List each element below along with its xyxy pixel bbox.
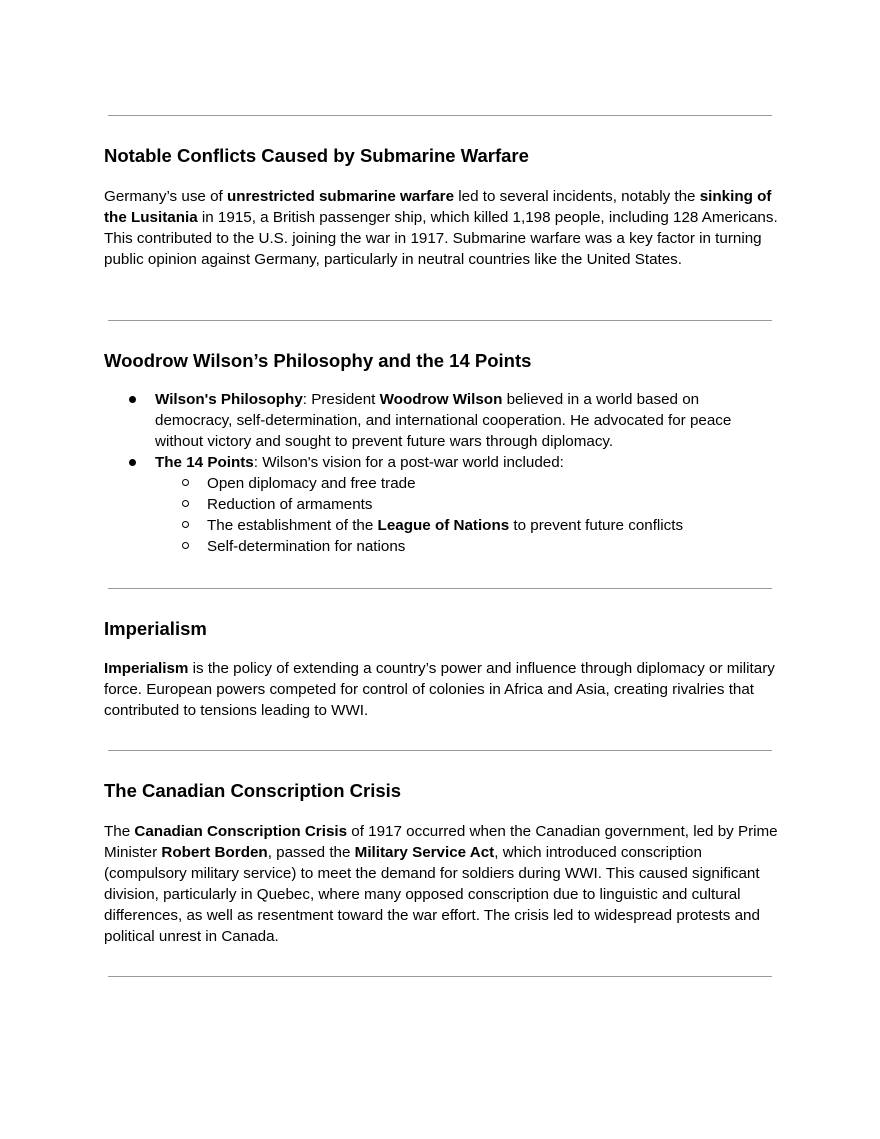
bullet-icon <box>129 396 136 403</box>
paragraph-submarine-warfare <box>104 186 780 270</box>
sub-list-item <box>155 515 780 536</box>
bullet-list-wilson <box>104 389 780 557</box>
text-run: is the policy of extending a country’s power and influence through diplomacy or military force. European powers competed for control of colonies in Africa and Asia, creating rivalries that contributed to tensions leading to WWI. <box>104 660 775 719</box>
text-run: in 1915, a British passenger ship, which killed 1,198 people, including 128 Americans. This contributed to the U.S. joining the war in 1917. Submarine warfare was a key factor in turning public opinion against Germany, particularly in neutral countries like the United States. <box>104 209 778 268</box>
text-run: The <box>104 823 135 840</box>
hollow-bullet-icon <box>182 500 189 507</box>
section-heading-wilson: Woodrow Wilson’s Philosophy and the 14 Points <box>104 350 532 371</box>
text-run: led to several incidents, notably the <box>454 188 700 205</box>
text-run: to prevent future conflicts <box>509 517 684 534</box>
text-run: Germany’s use of <box>104 188 227 205</box>
bold-term: unrestricted submarine warfare <box>226 188 455 205</box>
section-heading-submarine-warfare: Notable Conflicts Caused by Submarine Warfare <box>104 145 529 166</box>
bold-term: sinking of the Lusitania <box>104 188 772 226</box>
sub-list-14-points <box>155 473 780 557</box>
bold-term: Robert Borden <box>161 844 268 861</box>
hollow-bullet-icon <box>182 479 189 486</box>
bold-term: Woodrow Wilson <box>379 391 503 408</box>
hollow-bullet-icon <box>182 542 189 549</box>
text-run: believed in a world based on democracy, self-determination, and international cooperation. He advocated for peace without victory and sought to prevent future wars through diplomacy. <box>155 391 732 450</box>
text-run: Self-determination for nations <box>207 538 406 555</box>
section-heading-conscription: The Canadian Conscription Crisis <box>104 780 402 801</box>
paragraph-conscription <box>104 821 780 947</box>
text-run: Reduction of armaments <box>207 496 373 513</box>
horizontal-rule <box>108 976 772 977</box>
sub-list-item <box>155 536 780 557</box>
horizontal-rule <box>108 750 772 751</box>
section-heading-imperialism: Imperialism <box>104 618 207 639</box>
bold-term: League of Nations <box>377 517 510 534</box>
bullet-icon <box>129 459 136 466</box>
text-run: : President <box>302 391 380 408</box>
text-run: Open diplomacy and free trade <box>207 475 416 492</box>
text-run: of 1917 occurred when the Canadian government, led by Prime Minister <box>104 823 778 861</box>
bold-term: Military Service Act <box>354 844 495 861</box>
text-run: The establishment of the <box>207 517 378 534</box>
horizontal-rule <box>108 588 772 589</box>
list-item <box>104 389 780 452</box>
sub-list-item <box>155 494 780 515</box>
paragraph-imperialism <box>104 658 780 721</box>
list-item <box>104 452 780 557</box>
bold-term: The 14 Points <box>155 454 254 471</box>
bold-term: Wilson's Philosophy <box>155 391 303 408</box>
hollow-bullet-icon <box>182 521 189 528</box>
text-run: , which introduced conscription (compulsory military service) to meet the demand for soldiers during WWI. This caused significant division, particularly in Quebec, where many opposed conscription due to linguistic and cultural differences, as well as resentment toward the war effort. The crisis led to widespread protests and political unrest in Canada. <box>104 844 760 945</box>
sub-list-item <box>155 473 780 494</box>
horizontal-rule <box>108 115 772 116</box>
text-run: , passed the <box>267 844 355 861</box>
bold-term: Imperialism <box>104 660 189 677</box>
bold-term: Canadian Conscription Crisis <box>134 823 348 840</box>
horizontal-rule <box>108 320 772 321</box>
text-run: : Wilson's vision for a post-war world included: <box>253 454 564 471</box>
